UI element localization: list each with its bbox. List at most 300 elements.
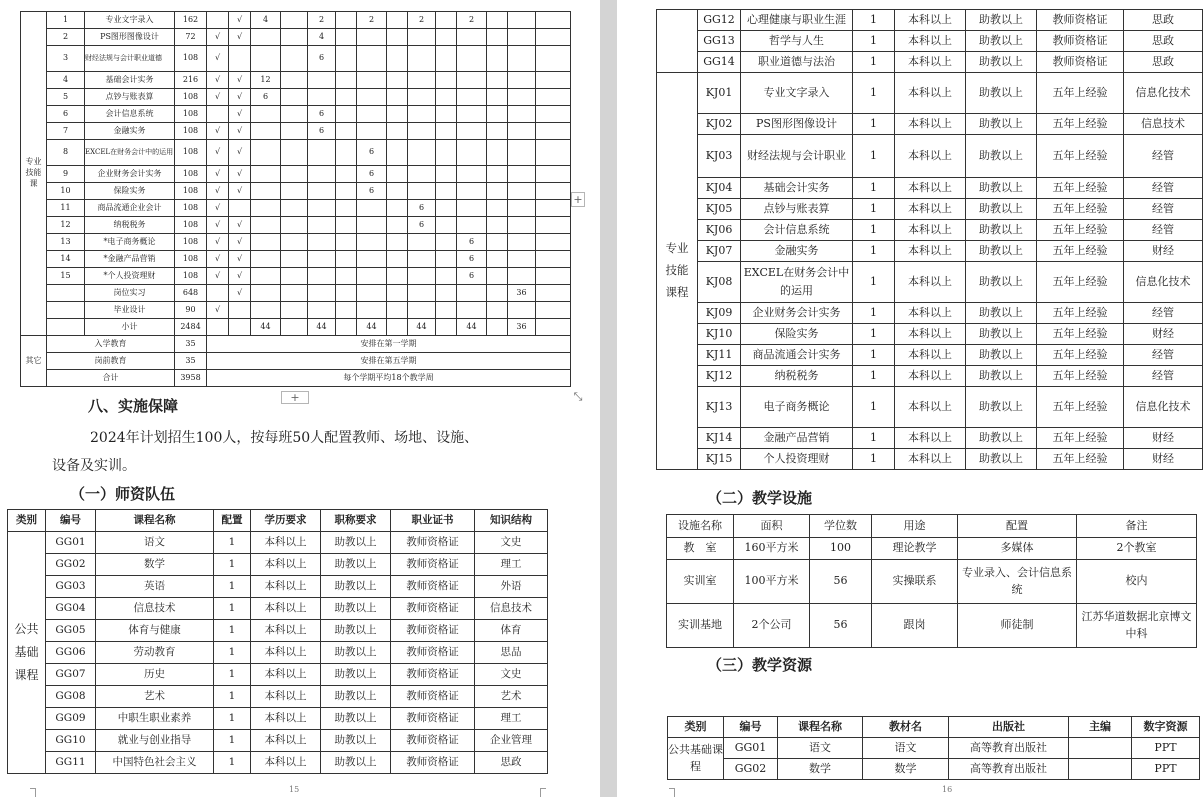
weekly-hours <box>436 183 457 200</box>
table-row <box>8 576 548 598</box>
table-row <box>657 178 1203 199</box>
check-mark: √ <box>229 166 251 183</box>
table-row <box>657 345 1203 366</box>
paragraph-line-2: 设备及实训。 <box>52 458 136 474</box>
table-row <box>657 135 1203 178</box>
course-hours: 108 <box>175 217 207 234</box>
cell-cert: 教师资格证 <box>391 620 475 642</box>
row-number: 9 <box>47 166 85 183</box>
weekly-hours <box>336 319 357 336</box>
cell-title: 助教以上 <box>966 31 1037 52</box>
cell-course: 劳动教育 <box>96 642 214 664</box>
cell-count: 1 <box>214 730 251 752</box>
check-mark: √ <box>207 166 229 183</box>
table-row <box>21 29 571 46</box>
weekly-hours <box>387 285 408 302</box>
weekly-hours <box>457 29 487 46</box>
row-number: 7 <box>47 123 85 140</box>
table-row <box>657 387 1203 428</box>
weekly-hours: 6 <box>357 183 387 200</box>
weekly-hours <box>281 12 308 29</box>
cell-course: 点钞与账表算 <box>741 199 853 220</box>
cell-area: 160平方米 <box>734 538 810 560</box>
cell-course: 个人投资理财 <box>741 449 853 470</box>
cell-code: KJ01 <box>698 73 741 114</box>
weekly-hours <box>457 46 487 72</box>
cell-course: 金融实务 <box>741 241 853 262</box>
category-label: 专业技能课程 <box>657 73 698 470</box>
weekly-hours <box>281 200 308 217</box>
check-mark: √ <box>229 89 251 106</box>
weekly-hours <box>457 217 487 234</box>
item-note: 安排在第五学期 <box>207 353 571 370</box>
weekly-hours <box>251 46 281 72</box>
weekly-hours: 2 <box>457 12 487 29</box>
cell-code: GG01 <box>724 738 778 759</box>
cell-count: 1 <box>853 387 895 428</box>
cell-digital: PPT <box>1132 738 1200 759</box>
course-name: 毕业设计 <box>85 302 175 319</box>
column-header: 类别 <box>668 717 724 738</box>
weekly-hours <box>436 89 457 106</box>
course-name: 基础会计实务 <box>85 72 175 89</box>
weekly-hours <box>281 123 308 140</box>
cell-count: 1 <box>853 10 895 31</box>
cell-title: 助教以上 <box>966 114 1037 135</box>
weekly-hours <box>251 234 281 251</box>
row-number: 6 <box>47 106 85 123</box>
weekly-hours <box>336 285 357 302</box>
column-header: 编号 <box>46 510 96 532</box>
cell-cert: 教师资格证 <box>391 576 475 598</box>
course-hours: 72 <box>175 29 207 46</box>
course-name: *个人投资理财 <box>85 268 175 285</box>
cell-course: 艺术 <box>96 686 214 708</box>
cell-code: GG03 <box>46 576 96 598</box>
check-mark: √ <box>207 234 229 251</box>
table-row <box>657 366 1203 387</box>
document-page-left <box>0 0 600 797</box>
course-hours: 108 <box>175 234 207 251</box>
weekly-hours <box>357 302 387 319</box>
weekly-hours: 4 <box>251 12 281 29</box>
cell-edu: 本科以上 <box>895 366 966 387</box>
cell-count: 1 <box>214 576 251 598</box>
cell-cert: 教师资格证 <box>391 642 475 664</box>
check-mark: √ <box>207 268 229 285</box>
weekly-hours <box>251 268 281 285</box>
cell-code: GG12 <box>698 10 741 31</box>
weekly-hours <box>308 285 336 302</box>
cell-code: GG01 <box>46 532 96 554</box>
cell-course: 商品流通会计实务 <box>741 345 853 366</box>
cell-count: 1 <box>853 449 895 470</box>
weekly-hours: 36 <box>508 319 536 336</box>
weekly-hours <box>281 72 308 89</box>
course-hours: 108 <box>175 183 207 200</box>
cell-course: EXCEL在财务会计中的运用 <box>741 262 853 303</box>
resources-table <box>667 716 1200 780</box>
weekly-hours <box>457 200 487 217</box>
cell-count: 1 <box>853 366 895 387</box>
course-hours: 162 <box>175 12 207 29</box>
cell-count: 1 <box>214 620 251 642</box>
section-label: 专业技能课 <box>21 12 47 336</box>
cell-use: 跟岗 <box>872 604 958 648</box>
check-mark: √ <box>229 72 251 89</box>
weekly-hours <box>436 251 457 268</box>
weekly-hours <box>508 302 536 319</box>
cell-seats: 56 <box>810 604 872 648</box>
weekly-hours <box>387 46 408 72</box>
column-header: 教材名 <box>863 717 949 738</box>
table-row <box>668 759 1200 780</box>
weekly-hours <box>357 285 387 302</box>
facilities-table-header <box>667 515 1197 538</box>
weekly-hours <box>308 268 336 285</box>
weekly-hours <box>508 268 536 285</box>
weekly-hours: 44 <box>457 319 487 336</box>
cell-publisher: 高等教育出版社 <box>949 738 1069 759</box>
weekly-hours: 2 <box>408 12 436 29</box>
cell-edu: 本科以上 <box>251 686 321 708</box>
cell-field: 企业管理 <box>475 730 548 752</box>
weekly-hours: 2 <box>308 12 336 29</box>
weekly-hours <box>336 106 357 123</box>
cell-cert: 五年上经验 <box>1037 114 1124 135</box>
cell-field: 经管 <box>1124 345 1203 366</box>
weekly-hours <box>436 234 457 251</box>
cell-title: 助教以上 <box>321 686 391 708</box>
cell-code: GG06 <box>46 642 96 664</box>
cell-title: 助教以上 <box>966 366 1037 387</box>
table-row <box>21 268 571 285</box>
weekly-hours <box>536 29 571 46</box>
cell-title: 助教以上 <box>966 324 1037 345</box>
table-row <box>8 708 548 730</box>
weekly-hours <box>408 46 436 72</box>
add-row-button[interactable]: + <box>281 391 309 404</box>
column-header: 课程名称 <box>778 717 863 738</box>
weekly-hours <box>436 268 457 285</box>
cell-area: 100平方米 <box>734 560 810 604</box>
weekly-hours: 6 <box>457 251 487 268</box>
cell-title: 助教以上 <box>966 345 1037 366</box>
weekly-hours <box>508 29 536 46</box>
cell-field: 经管 <box>1124 135 1203 178</box>
facilities-table-body <box>667 538 1197 648</box>
weekly-hours <box>281 183 308 200</box>
skills-table-body <box>21 12 571 387</box>
cell-title: 助教以上 <box>966 449 1037 470</box>
weekly-hours <box>436 72 457 89</box>
weekly-hours <box>408 183 436 200</box>
weekly-hours <box>457 89 487 106</box>
weekly-hours <box>336 251 357 268</box>
cell-cert: 教师资格证 <box>391 708 475 730</box>
weekly-hours <box>508 12 536 29</box>
check-mark: √ <box>207 251 229 268</box>
add-column-button[interactable]: + <box>571 192 585 207</box>
cell-edu: 本科以上 <box>895 52 966 73</box>
row-number: 13 <box>47 234 85 251</box>
weekly-hours <box>508 251 536 268</box>
cell-edu: 本科以上 <box>895 262 966 303</box>
weekly-hours <box>336 183 357 200</box>
weekly-hours <box>408 166 436 183</box>
cell-count: 1 <box>853 199 895 220</box>
course-hours: 216 <box>175 72 207 89</box>
weekly-hours <box>408 140 436 166</box>
check-mark: √ <box>207 200 229 217</box>
weekly-hours <box>281 234 308 251</box>
total-hours: 3958 <box>175 370 207 387</box>
weekly-hours <box>508 106 536 123</box>
cell-editor <box>1069 738 1132 759</box>
table-row <box>8 598 548 620</box>
cell-publisher: 高等教育出版社 <box>949 759 1069 780</box>
cell-edu: 本科以上 <box>895 10 966 31</box>
table-resize-handle[interactable]: ⤡ <box>573 390 583 403</box>
course-hours: 90 <box>175 302 207 319</box>
row-number: 1 <box>47 12 85 29</box>
course-name: 岗位实习 <box>85 285 175 302</box>
weekly-hours <box>308 251 336 268</box>
weekly-hours: 6 <box>308 123 336 140</box>
check-mark <box>207 285 229 302</box>
cell-field: 理工 <box>475 708 548 730</box>
cell-edu: 本科以上 <box>251 620 321 642</box>
row-number: 14 <box>47 251 85 268</box>
cell-title: 助教以上 <box>321 642 391 664</box>
weekly-hours <box>281 140 308 166</box>
weekly-hours <box>487 12 508 29</box>
weekly-hours <box>536 123 571 140</box>
weekly-hours <box>487 183 508 200</box>
paragraph-line-1: 2024年计划招生100人，按每班50人配置教师、场地、设施、 <box>90 430 479 446</box>
course-hours: 108 <box>175 106 207 123</box>
cell-course: 语文 <box>96 532 214 554</box>
weekly-hours <box>436 166 457 183</box>
page-gutter <box>600 0 617 797</box>
weekly-hours <box>251 166 281 183</box>
page-number-left: 15 <box>289 785 300 794</box>
cell-cert: 五年上经验 <box>1037 241 1124 262</box>
course-hours: 108 <box>175 268 207 285</box>
weekly-hours <box>436 12 457 29</box>
cell-seats: 100 <box>810 538 872 560</box>
column-header: 数字资源 <box>1132 717 1200 738</box>
table-row <box>21 12 571 29</box>
table-row <box>21 200 571 217</box>
item-name: 岗前教育 <box>47 353 175 370</box>
cell-course: 数学 <box>778 759 863 780</box>
cell-title: 助教以上 <box>321 620 391 642</box>
cell-count: 1 <box>853 73 895 114</box>
weekly-hours: 2 <box>357 12 387 29</box>
cell-count: 1 <box>853 324 895 345</box>
cell-count: 1 <box>214 752 251 774</box>
weekly-hours <box>308 183 336 200</box>
weekly-hours <box>281 217 308 234</box>
weekly-hours <box>281 268 308 285</box>
course-name: 专业文字录入 <box>85 12 175 29</box>
cell-edu: 本科以上 <box>895 387 966 428</box>
resources-table-header <box>668 717 1200 738</box>
cell-course: 基础会计实务 <box>741 178 853 199</box>
weekly-hours <box>387 234 408 251</box>
cell-count: 1 <box>214 686 251 708</box>
cell-edu: 本科以上 <box>895 178 966 199</box>
cell-count: 1 <box>214 708 251 730</box>
weekly-hours <box>336 234 357 251</box>
course-name: 保险实务 <box>85 183 175 200</box>
check-mark: √ <box>229 140 251 166</box>
teacher-continued-body <box>657 10 1203 470</box>
cell-cert: 教师资格证 <box>391 598 475 620</box>
cell-cert: 教师资格证 <box>391 664 475 686</box>
weekly-hours <box>487 89 508 106</box>
cell-field: 经管 <box>1124 366 1203 387</box>
section-title-facilities: （二）教学设施 <box>707 489 813 507</box>
cell-count: 1 <box>853 345 895 366</box>
weekly-hours <box>487 106 508 123</box>
weekly-hours <box>436 29 457 46</box>
cell-course: 电子商务概论 <box>741 387 853 428</box>
weekly-hours <box>536 285 571 302</box>
skills-hours-table <box>20 11 571 387</box>
course-name: *电子商务概论 <box>85 234 175 251</box>
weekly-hours <box>487 268 508 285</box>
weekly-hours <box>508 140 536 166</box>
weekly-hours: 6 <box>251 89 281 106</box>
cell-field: 经管 <box>1124 220 1203 241</box>
cell-book: 数学 <box>863 759 949 780</box>
course-name: 企业财务会计实务 <box>85 166 175 183</box>
table-row <box>21 251 571 268</box>
cell-field: 文史 <box>475 664 548 686</box>
weekly-hours <box>387 89 408 106</box>
cell-course: 就业与创业指导 <box>96 730 214 752</box>
weekly-hours <box>536 183 571 200</box>
cell-field: 财经 <box>1124 241 1203 262</box>
table-row <box>21 140 571 166</box>
cell-area: 2个公司 <box>734 604 810 648</box>
weekly-hours: 44 <box>408 319 436 336</box>
check-mark: √ <box>207 217 229 234</box>
column-header: 面积 <box>734 515 810 538</box>
table-row <box>657 73 1203 114</box>
weekly-hours <box>251 29 281 46</box>
table-row <box>21 106 571 123</box>
cell-cert: 五年上经验 <box>1037 345 1124 366</box>
weekly-hours <box>436 285 457 302</box>
table-row <box>657 262 1203 303</box>
weekly-hours <box>357 234 387 251</box>
cell-field: 思政 <box>1124 31 1203 52</box>
table-row <box>657 114 1203 135</box>
cell-code: GG02 <box>724 759 778 780</box>
weekly-hours: 12 <box>251 72 281 89</box>
weekly-hours <box>387 29 408 46</box>
weekly-hours <box>408 29 436 46</box>
weekly-hours <box>408 72 436 89</box>
cell-title: 助教以上 <box>321 576 391 598</box>
weekly-hours <box>408 234 436 251</box>
cell-title: 助教以上 <box>321 708 391 730</box>
check-mark: √ <box>207 29 229 46</box>
page-number-right: 16 <box>942 785 953 794</box>
cell-note: 江苏华道数据北京博文中科 <box>1077 604 1197 648</box>
check-mark <box>229 302 251 319</box>
cell-code: GG07 <box>46 664 96 686</box>
weekly-hours <box>408 89 436 106</box>
cell-count: 1 <box>214 664 251 686</box>
weekly-hours <box>357 217 387 234</box>
weekly-hours <box>436 217 457 234</box>
category-label: 公共基础课程 <box>668 738 724 780</box>
table-row <box>21 234 571 251</box>
weekly-hours <box>436 106 457 123</box>
weekly-hours <box>487 166 508 183</box>
weekly-hours <box>487 123 508 140</box>
weekly-hours <box>457 183 487 200</box>
weekly-hours <box>457 72 487 89</box>
cell-course: 体育与健康 <box>96 620 214 642</box>
weekly-hours <box>387 123 408 140</box>
table-row <box>21 123 571 140</box>
table-row <box>21 302 571 319</box>
course-name: 金融实务 <box>85 123 175 140</box>
weekly-hours <box>281 106 308 123</box>
weekly-hours: 6 <box>308 46 336 72</box>
check-mark: √ <box>229 183 251 200</box>
table-row <box>667 560 1197 604</box>
category-continued <box>657 10 698 73</box>
weekly-hours <box>308 72 336 89</box>
weekly-hours <box>387 72 408 89</box>
cell-field: 思政 <box>1124 52 1203 73</box>
resources-table-body <box>668 738 1200 780</box>
weekly-hours <box>508 46 536 72</box>
row-number <box>47 285 85 302</box>
weekly-hours <box>457 302 487 319</box>
cell-edu: 本科以上 <box>895 31 966 52</box>
cell-editor <box>1069 759 1132 780</box>
row-number <box>47 302 85 319</box>
other-label: 其它 <box>21 336 47 387</box>
cell-use: 理论教学 <box>872 538 958 560</box>
check-mark: √ <box>229 29 251 46</box>
cell-course: 中职生职业素养 <box>96 708 214 730</box>
cell-field: 信息化技术 <box>1124 73 1203 114</box>
table-row <box>21 166 571 183</box>
weekly-hours <box>487 140 508 166</box>
cell-field: 财经 <box>1124 428 1203 449</box>
cell-count: 1 <box>214 554 251 576</box>
cell-cert: 教师资格证 <box>391 554 475 576</box>
cell-count: 1 <box>853 241 895 262</box>
weekly-hours <box>251 183 281 200</box>
cell-edu: 本科以上 <box>895 449 966 470</box>
total-row <box>21 370 571 387</box>
course-name: EXCEL在财务会计中的运用 <box>85 140 175 166</box>
cell-code: GG09 <box>46 708 96 730</box>
table-row <box>21 353 571 370</box>
cell-field: 经管 <box>1124 303 1203 324</box>
cell-count: 1 <box>853 428 895 449</box>
cell-course: 信息技术 <box>96 598 214 620</box>
